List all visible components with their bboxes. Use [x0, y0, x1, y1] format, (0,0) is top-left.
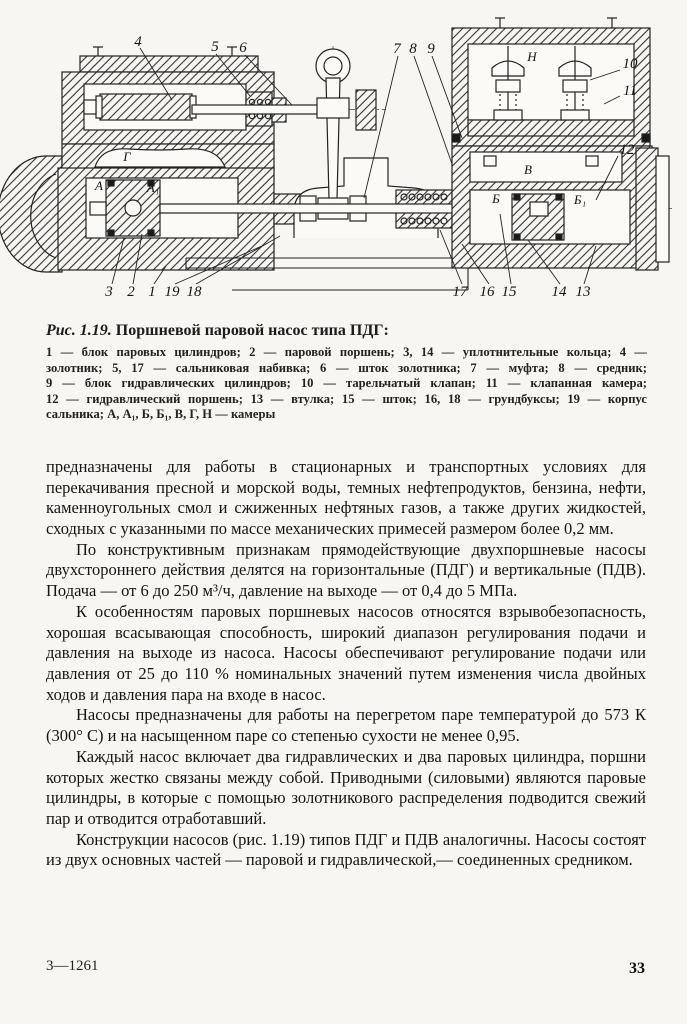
callout-2: 2 — [127, 284, 135, 300]
chamber-label-a1: А₁ — [146, 180, 160, 195]
callout-16: 16 — [479, 284, 495, 300]
callout-15: 15 — [501, 284, 517, 300]
chamber-label-v: В — [524, 162, 532, 177]
legend-line: сальника; А, А₁, Б, Б₁, В, Г, Н — камеры — [46, 407, 276, 422]
callout-8: 8 — [409, 41, 417, 57]
figure-legend — [0, 340, 687, 423]
paragraph: Конструкции насосов (рис. 1.19) типов ПДГ и ПДВ аналогичны. Насосы состоят из двух основных частей — паровой и гидравлической,— соединенных средником. — [46, 829, 646, 870]
figure-area — [0, 0, 687, 313]
figure-caption-label: Рис. 1.19. — [46, 322, 112, 339]
callout-17: 17 — [452, 284, 468, 300]
figure-caption-title: Поршневой паровой насос типа ПДГ: — [115, 322, 389, 339]
callout-1: 1 — [148, 284, 156, 300]
body-text — [0, 423, 687, 871]
legend-line: 1 — блок паровых цилиндров; 2 — паровой поршень; 3, 14 — уплотнительные кольца; 4 — — [46, 345, 647, 359]
chamber-label-n: Н — [527, 49, 537, 64]
chamber-label-g: Г — [123, 149, 131, 164]
chamber-label-a: А — [95, 178, 103, 193]
callout-4: 4 — [134, 34, 142, 50]
callout-19: 19 — [164, 284, 180, 300]
pump-cross-section-figure — [0, 6, 687, 308]
paragraph: Каждый насос включает два гидравлических и два паровых цилиндра, поршни которых жестко связаны между собой. Приводными (силовыми) являются паровые цилиндры, в которые с помощью золотникового распределения подводится свежий пар и отводится отработавший. — [46, 746, 646, 828]
figure-caption — [0, 313, 687, 340]
callout-5: 5 — [211, 39, 219, 55]
callout-14: 14 — [551, 284, 567, 300]
callout-6: 6 — [239, 40, 247, 56]
legend-line: 12 — гидравлический поршень; 13 — втулка; 15 — шток; 16, 18 — грундбуксы; 19 — корпус — [46, 391, 647, 406]
legend-line: золотник; 5, 17 — сальниковая набивка; 6 — шток золотника; 7 — муфта; 8 — средник; — [46, 360, 647, 375]
paragraph: предназначены для работы в стационарных и транспортных условиях для перекачивания пресной и морской воды, темных нефтепродуктов, бензина, нефти, каменноугольных смол и сжиженных нефтяных газов, а также других жидкостей, сходных с указанными по массе механических примесей размером более 0,2 мм. — [46, 456, 646, 539]
paragraph: К особенностям паровых поршневых насосов относятся взрывобезопасность, хорошая всасывающая способность, широкий диапазон регулирования подачи и давления на выходе из насоса. Насосы обеспечивают регулирование подачи или давления от 25 до 110 % номинальных значений путем изменения числа двойных ходов и давления пара на входе в насос. — [46, 601, 646, 704]
callout-18: 18 — [186, 284, 202, 300]
callout-13: 13 — [575, 284, 591, 300]
callout-12: 12 — [619, 142, 635, 158]
legend-line: 9 — блок гидравлических цилиндров; 10 — тарельчатый клапан; 11 — клапанная камера; — [46, 376, 647, 391]
callout-7: 7 — [393, 41, 401, 57]
callout-11: 11 — [623, 83, 637, 99]
steam-cylinder-block — [0, 47, 340, 272]
callout-3: 3 — [105, 284, 113, 300]
paragraph: Насосы предназначены для работы на перегретом паре температурой до 573 К (300° С) и на насыщенном паре со степенью сухости не менее 0,95. — [46, 705, 646, 746]
paragraph: По конструктивным признакам прямодействующие двухпоршневые насосы двухстороннего действия делятся на горизонтальные (ПДГ) и вертикальные (ПДВ). Подача — от 6 до 250 м³/ч, давление на выходе — от 0,4 до 5 МПа. — [46, 539, 646, 601]
callout-10: 10 — [622, 56, 638, 72]
chamber-label-b1: Б₁ — [573, 192, 587, 207]
print-signature: 3—1261 — [46, 958, 99, 974]
callout-9: 9 — [427, 41, 435, 57]
chamber-label-b: Б — [492, 191, 500, 206]
page-number: 33 — [629, 960, 645, 977]
